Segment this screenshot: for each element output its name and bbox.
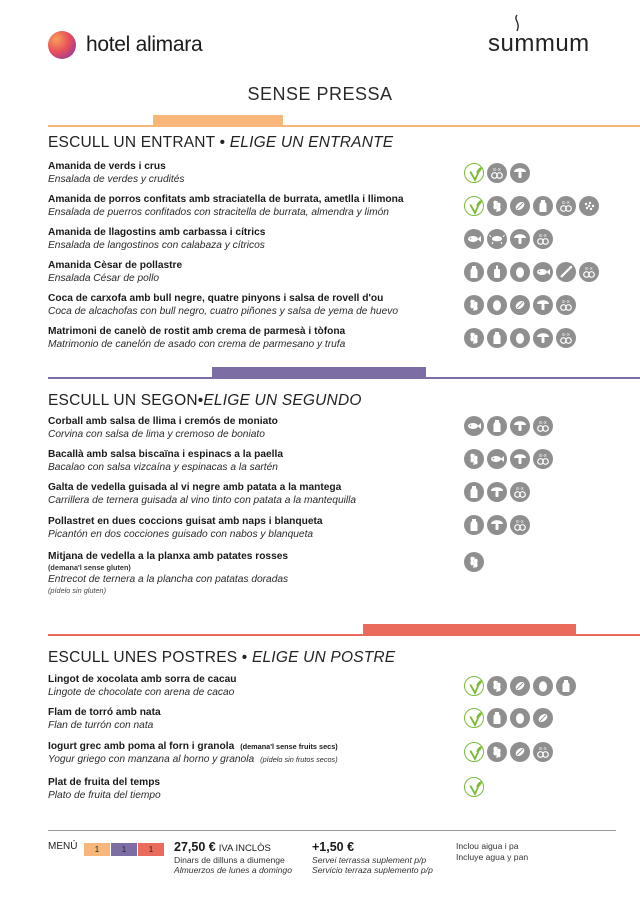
allergen-icons (464, 742, 553, 762)
egg-icon (533, 676, 553, 696)
vegan-icon (464, 777, 484, 797)
sesame-icon (579, 196, 599, 216)
dish-name-es: Ensalada de puerros confitados con stracitella de burrata, almendra y limón (48, 207, 389, 218)
allergen-icons (464, 229, 553, 249)
menu-item (48, 325, 458, 351)
nuts-icon (510, 742, 530, 762)
gluten-icon (464, 328, 484, 348)
sulphites-icon (556, 196, 576, 216)
dish-name-ca: Lingot de xocolata amb sorra de cacau (48, 674, 237, 685)
mushroom-icon (533, 328, 553, 348)
section-title-ca: ESCULL UN SEGON (48, 392, 198, 409)
dish-name-ca: Pollastret en dues coccions guisat amb naps i blanqueta (48, 516, 323, 527)
price-value: 27,50 € (174, 840, 216, 854)
dish-name-ca: Corball amb salsa de llima i cremós de moniato (48, 416, 278, 427)
sulphites-icon (533, 416, 553, 436)
menu-item (48, 448, 458, 474)
celery-icon (556, 262, 576, 282)
dish-name-ca: Matrimoni de canelò de rostit amb crema de parmesà i tòfona (48, 326, 346, 337)
hotel-name: hotel alimara (86, 33, 203, 56)
separator: • (219, 134, 226, 151)
allergen-icons (464, 708, 553, 728)
nuts-icon (510, 196, 530, 216)
dish-note-es: (pídelo sin gluten) (48, 586, 107, 595)
dish-name-ca: Amanida de llagostins amb carbassa i cítrics (48, 227, 266, 238)
fish-icon (464, 229, 484, 249)
menu-item (48, 673, 458, 699)
vat-note: IVA INCLÒS (218, 843, 271, 854)
section-title-ca: ESCULL UNES POSTRES (48, 649, 238, 666)
dish-name-es: Entrecot de ternera a la plancha con patatas doradas (48, 574, 289, 585)
allergen-icons (464, 196, 599, 216)
dish-name-ca: Plat de fruita del temps (48, 777, 161, 788)
allergen-icons (464, 777, 484, 797)
dish-name-es: Ensalada de langostinos con calabaza y cítricos (48, 240, 265, 251)
days-ca: Dinars de dilluns a diumenge (174, 855, 285, 865)
dish-name-ca: Amanida de porros confitats amb straciatella de burrata, ametlla i llimona (48, 194, 404, 205)
supplement-ca: Servei terrassa suplement p/p (312, 855, 427, 865)
dish-note-ca: (demana'l sense fruits secs) (240, 742, 338, 751)
dish-name-es: Lingote de chocolate con arena de cacao (48, 687, 235, 698)
svg-text:E-X: E-X (516, 486, 524, 491)
sulphites-icon (510, 515, 530, 535)
dish-name-es: Carrillera de ternera guisada al vino tinto con patata a la mantequilla (48, 495, 357, 506)
supplement-es: Servicio terraza suplemento p/p (312, 865, 433, 875)
section-title-es: ELIGE UN SEGUNDO (203, 392, 362, 409)
vegan-icon (464, 196, 484, 216)
dish-name-ca: Galta de vedella guisada al vi negre amb patata a la mantega (48, 482, 342, 493)
dairy-icon (464, 515, 484, 535)
dish-name-ca: Flam de torró amb nata (48, 707, 161, 718)
menu-item (48, 415, 458, 441)
mushroom-icon (510, 163, 530, 183)
mushroom-icon (510, 229, 530, 249)
menu-item (48, 515, 458, 541)
gluten-icon (487, 742, 507, 762)
gluten-icon (464, 552, 484, 572)
dish-name-es: Coca de alcachofas con bull negro, cuatro piñones y salsa de yema de huevo (48, 306, 398, 317)
header (0, 0, 640, 80)
section-title-starters (48, 134, 393, 152)
course-box-dessert: 1 (138, 843, 164, 856)
menu-item (48, 259, 458, 285)
mushroom-icon (487, 482, 507, 502)
svg-text:E-X: E-X (539, 746, 547, 751)
water-bread-es: Incluye agua y pan (456, 852, 529, 862)
dish-name-es: Matrimonio de canelón de asado con crema de parmesano y trufa (48, 339, 346, 350)
mushroom-icon (510, 416, 530, 436)
section-title-mains (48, 392, 362, 410)
dish-name-es: Bacalao con salsa vizcaína y espinacas a la sartén (48, 462, 278, 473)
dairy-icon (533, 196, 553, 216)
days-es: Almuerzos de lunes a domingo (174, 865, 292, 875)
section-title-ca: ESCULL UN ENTRANT (48, 134, 216, 151)
sulphites-icon (556, 295, 576, 315)
terrace-supplement: +1,50 € (312, 840, 355, 854)
gluten-icon (487, 196, 507, 216)
allergen-icons (464, 552, 484, 572)
dairy-icon (556, 676, 576, 696)
sulphites-icon (510, 482, 530, 502)
dish-name-ca: Mitjana de vedella a la planxa amb patates rosses (48, 551, 289, 562)
dish-name-ca (48, 740, 458, 753)
dish-name-es: Ensalada César de pollo (48, 273, 160, 284)
dish-name-es: Corvina con salsa de lima y cremoso de boniato (48, 429, 265, 440)
menu-item (48, 292, 458, 318)
sulphites-icon (533, 742, 553, 762)
menu-item (48, 706, 458, 732)
dish-name-es: Flan de turrón con nata (48, 720, 154, 731)
dairy-icon (487, 708, 507, 728)
fish-icon (464, 416, 484, 436)
crustacean-icon (487, 229, 507, 249)
allergen-icons (464, 482, 530, 502)
menu-item (48, 776, 458, 802)
sulphites-icon (579, 262, 599, 282)
restaurant-name: summum (488, 30, 590, 57)
svg-text:E-X: E-X (562, 299, 570, 304)
gluten-icon (464, 449, 484, 469)
dish-name-ca-text: Iogurt grec amb poma al forn i granola (48, 741, 235, 752)
fish-icon (533, 262, 553, 282)
dish-name-ca: Coca de carxofa amb bull negre, quatre pinyons i salsa de rovell d'ou (48, 293, 384, 304)
restaurant-logo (488, 14, 598, 58)
mushroom-icon (487, 515, 507, 535)
menu-item (48, 550, 458, 596)
mustard-icon (487, 262, 507, 282)
footer-divider (48, 830, 616, 831)
dish-name-es-text: Yogur griego con manzana al horno y granola (48, 754, 255, 765)
allergen-icons (464, 515, 530, 535)
menu-item (48, 740, 458, 766)
svg-text:E-X: E-X (539, 233, 547, 238)
dish-name-es (48, 753, 458, 766)
menu-price (174, 840, 271, 854)
allergen-icons (464, 676, 576, 696)
separator: • (197, 392, 204, 409)
gluten-icon (487, 676, 507, 696)
separator: • (241, 649, 248, 666)
section-accent-starters (153, 115, 283, 126)
allergen-icons (464, 295, 576, 315)
svg-text:E-X: E-X (493, 167, 501, 172)
section-accent-desserts (363, 624, 576, 635)
course-box-main: 1 (111, 843, 137, 856)
svg-text:E-X: E-X (585, 266, 593, 271)
svg-text:E-X: E-X (539, 453, 547, 458)
egg-icon (487, 295, 507, 315)
allergen-icons (464, 262, 599, 282)
section-title-es: ELIGE UN ENTRANTE (229, 134, 394, 151)
nuts-icon (510, 295, 530, 315)
vegan-icon (464, 742, 484, 762)
section-title-es: ELIGE UN POSTRE (251, 649, 396, 666)
dish-name-es: Plato de fruita del tiempo (48, 790, 161, 801)
sulphites-icon (533, 449, 553, 469)
allergen-icons (464, 163, 530, 183)
menu-title: SENSE PRESSA (247, 84, 393, 104)
svg-text:E-X: E-X (562, 332, 570, 337)
egg-icon (510, 262, 530, 282)
water-bread-ca: Inclou aigua i pa (456, 841, 519, 851)
allergen-icons (464, 449, 553, 469)
dish-note-es: (pídelo sin frutos secos) (260, 755, 338, 764)
vegan-icon (464, 163, 484, 183)
menu-item (48, 160, 458, 186)
dairy-icon (464, 482, 484, 502)
vegan-icon (464, 708, 484, 728)
allergen-icons (464, 328, 576, 348)
menu-item (48, 226, 458, 252)
dish-name-ca: Bacallà amb salsa biscaïna i espinacs a la paella (48, 449, 284, 460)
svg-text:E-X: E-X (562, 200, 570, 205)
mushroom-icon (510, 449, 530, 469)
egg-icon (510, 708, 530, 728)
menu-item (48, 481, 458, 507)
fish-icon (487, 449, 507, 469)
menu-label: MENÚ (48, 841, 78, 852)
section-accent-mains (212, 367, 426, 378)
sulphites-icon (533, 229, 553, 249)
vegan-icon (464, 676, 484, 696)
allergen-icons (464, 416, 553, 436)
dish-name-ca: Amanida de verds i crus (48, 161, 166, 172)
menu-item (48, 193, 458, 219)
mushroom-icon (533, 295, 553, 315)
dairy-icon (487, 416, 507, 436)
svg-text:E-X: E-X (539, 420, 547, 425)
dish-name-es: Ensalada de verdes y crudités (48, 174, 185, 185)
hotel-logo-icon (48, 31, 76, 59)
nuts-icon (533, 708, 553, 728)
dairy-icon (464, 262, 484, 282)
sulphites-icon (487, 163, 507, 183)
course-box-starter: 1 (84, 843, 110, 856)
dish-note-ca: (demana'l sense gluten) (48, 563, 131, 572)
egg-icon (510, 328, 530, 348)
svg-text:E-X: E-X (516, 519, 524, 524)
dish-name-es: Picantón en dos cocciones guisado con nabos y blanqueta (48, 529, 314, 540)
sulphites-icon (556, 328, 576, 348)
dairy-icon (487, 328, 507, 348)
gluten-icon (464, 295, 484, 315)
section-title-desserts (48, 649, 395, 667)
dish-name-ca: Amanida Cèsar de pollastre (48, 260, 183, 271)
nuts-icon (510, 676, 530, 696)
section-divider-starters (48, 125, 640, 127)
